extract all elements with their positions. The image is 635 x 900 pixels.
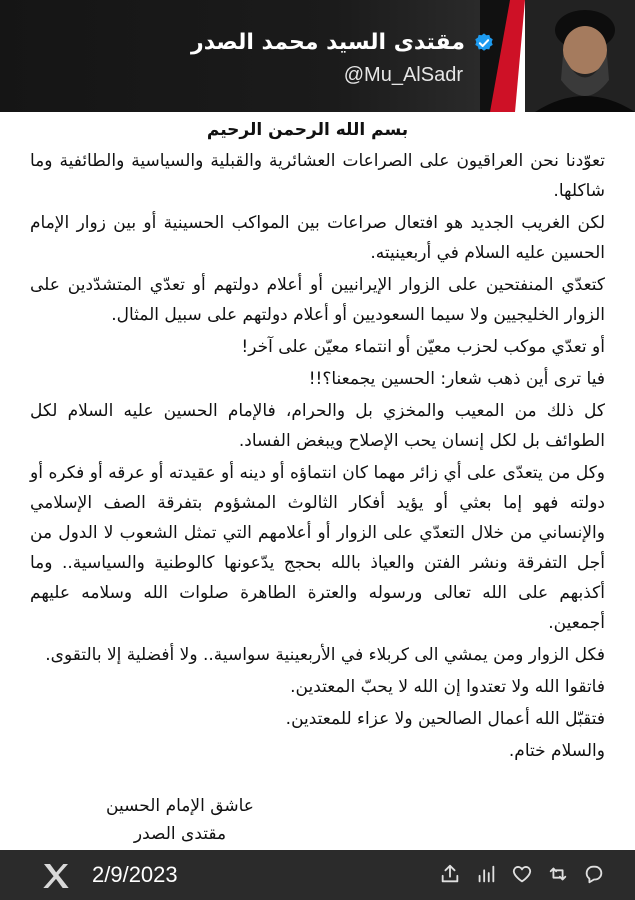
verified-badge-icon <box>473 32 495 54</box>
views-icon[interactable] <box>475 863 497 885</box>
header-background <box>0 0 480 112</box>
retweet-icon[interactable] <box>547 863 569 885</box>
signature-name: مقتدى الصدر <box>133 824 227 844</box>
post-paragraph: تعوّدنا نحن العراقيون على الصراعات العشائرية والقبلية والسياسية والطائفية وما شاكلها. <box>30 151 605 201</box>
name-row <box>191 30 495 55</box>
share-icon[interactable] <box>439 863 461 885</box>
post-paragraph: لكن الغريب الجديد هو افتعال صراعات بين المواكب الحسينية أو بين زوار الإمام الحسين عليه السلام في أربعينيته. <box>30 213 605 263</box>
display-name[interactable]: مقتدى السيد محمد الصدر <box>191 30 465 55</box>
post-paragraph: وكل من يتعدّى على أي زائر مهما كان انتماؤه أو دينه أو عقيدته أو عرقه أو فكره أو دولته فهو إما بعثي أو يؤيد أفكار الثالوث المشؤوم بتفرقة الصف الإسلامي والإنساني من خلال التعدّي على الزوار أو أعلامهم التي تمثل الشعوب لا الدول من أجل التفرقة ونشر الفتن والعياذ بالله بحجج يدّعونها كالوطنية والسياسية.. وما أكذبهم على الله تعالى ورسوله والعترة الطاهرة صلوات الله وسلامه عليهم أجمعين. <box>30 463 605 633</box>
post-paragraph: كل ذلك من المعيب والمخزي بل والحرام، فالإمام الحسين عليه السلام لكل الطوائف بل لكل إنسان يحب الإصلاح ويبغض الفساد. <box>30 401 605 451</box>
signature-block <box>90 792 270 848</box>
action-bar <box>439 863 605 885</box>
signature-line: عاشق الإمام الحسين <box>106 796 254 816</box>
basmala-heading: بسم الله الرحمن الرحيم <box>206 120 409 140</box>
post-body <box>30 120 605 768</box>
post-paragraph: والسلام ختام. <box>508 741 605 761</box>
user-handle[interactable]: @Mu_AlSadr <box>343 64 463 86</box>
post-date: 2/9/2023 <box>92 862 178 887</box>
like-icon[interactable] <box>511 863 533 885</box>
post-footer <box>0 850 635 900</box>
reply-icon[interactable] <box>583 863 605 885</box>
post-paragraph: فاتقوا الله ولا تعتدوا إن الله لا يحبّ المعتدين. <box>290 677 605 697</box>
post-paragraph: كتعدّي المنفتحين على الزوار الإيرانيين أو أعلام دولتهم أو تعدّي المتشدّدين على الزوار الخليجيين ولا سيما السعوديين أو أعلام دولتهم على سبيل المثال. <box>30 275 605 325</box>
profile-header <box>0 0 635 112</box>
x-logo-icon <box>40 860 72 892</box>
post-paragraph: فكل الزوار ومن يمشي الى كربلاء في الأربعينية سواسية.. ولا أفضلية إلا بالتقوى. <box>45 645 605 665</box>
post-paragraph: فتقبّل الله أعمال الصالحين ولا عزاء للمعتدين. <box>285 709 605 729</box>
post-paragraph: أو تعدّي موكب لحزب معيّن أو انتماء معيّن على آخر! <box>241 337 605 357</box>
post-paragraph: فيا ترى أين ذهب شعار: الحسين يجمعنا؟!! <box>308 369 605 389</box>
profile-photo <box>525 0 635 112</box>
